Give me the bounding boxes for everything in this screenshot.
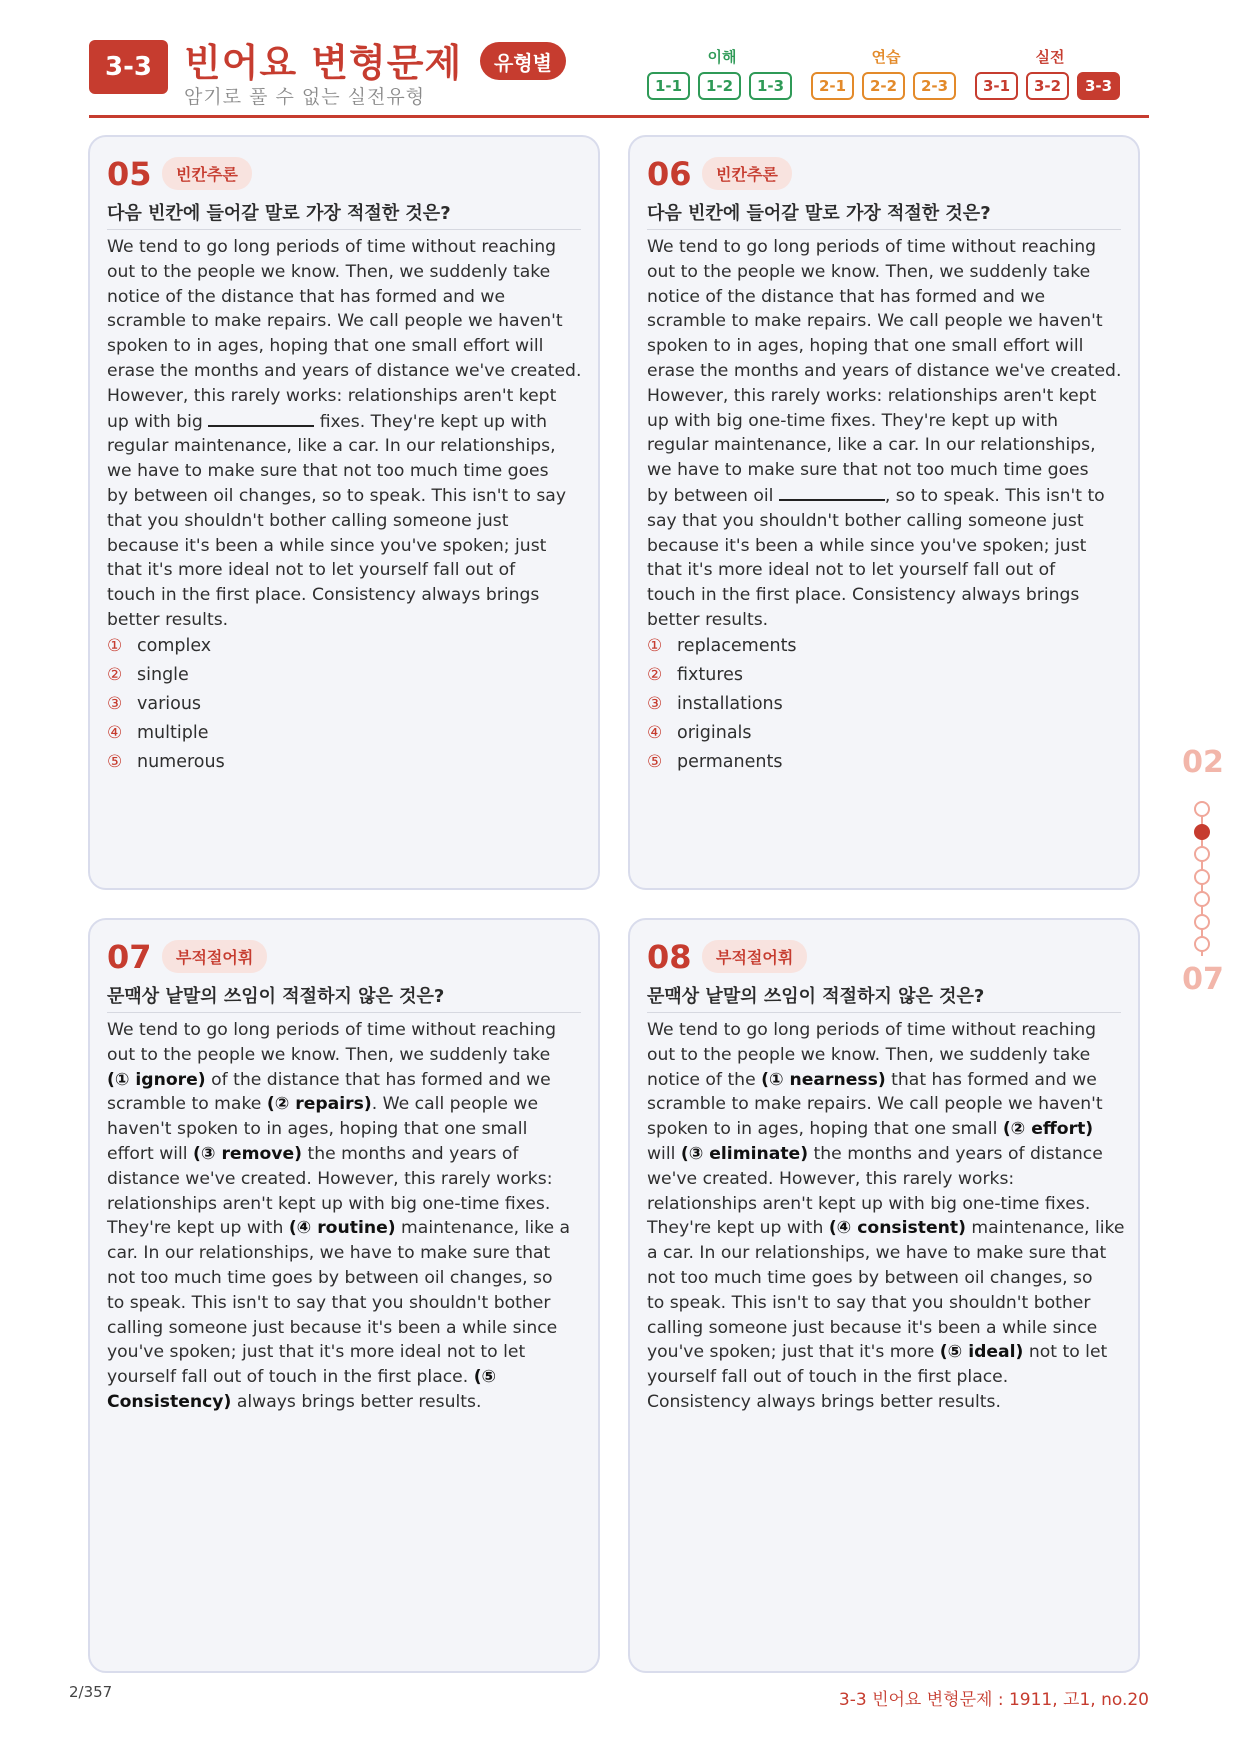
source-citation: 3-3 빈어요 변형문제 : 1911, 고1, no.20 — [838, 1690, 1149, 1710]
passage-line — [647, 1365, 1127, 1390]
passage-line — [107, 459, 587, 484]
passage-text: not too much time goes by between oil changes, so — [647, 1267, 1093, 1288]
passage-text: we have to make sure that not too much time goes — [647, 460, 1089, 481]
passage-text: you've spoken; just that it's more ideal not to let — [107, 1342, 526, 1363]
group-label-real: 실전 — [1035, 48, 1065, 66]
passage-text: that it's more ideal not to let yourself fall out of — [647, 560, 1056, 581]
passage-line — [647, 583, 1127, 608]
passage-text: calling someone just because it's been a while since — [647, 1317, 1098, 1338]
passage-text: up with big one-time fixes. They're kept up with — [647, 410, 1059, 431]
passage-text: erase the months and years of distance we've created. — [647, 360, 1122, 381]
passage-line — [107, 434, 587, 459]
passage-line — [647, 1241, 1127, 1266]
passage-text: regular maintenance, like a car. In our relationships, — [647, 435, 1096, 456]
type-badge: 유형별 — [480, 42, 566, 80]
nav-dot[interactable] — [1194, 869, 1210, 885]
question-prompt: 문맥상 낱말의 쓰임이 적절하지 않은 것은? — [647, 986, 985, 1007]
option-text: installations — [677, 693, 783, 714]
passage-text: a car. In our relationships, we have to make sure that — [647, 1243, 1107, 1264]
passage-text: because it's been a while since you've spoken; just — [647, 535, 1087, 556]
passage-line — [107, 359, 587, 384]
passage-line — [647, 1117, 1127, 1142]
passage-line — [647, 384, 1127, 409]
passage-line — [107, 1142, 587, 1167]
passage-text: always brings better results. — [231, 1391, 482, 1412]
level-button-2-1[interactable]: 2-1 — [811, 72, 854, 100]
passage-line — [107, 583, 587, 608]
passage-text: not too much time goes by between oil changes, so — [107, 1267, 553, 1288]
passage-line — [107, 534, 587, 559]
passage-text: to speak. This isn't to say that you shouldn't bother — [107, 1292, 551, 1313]
passage-line — [107, 1266, 587, 1291]
passage-text: maintenance, like a — [395, 1218, 571, 1239]
passage-line — [647, 260, 1127, 285]
option-text: permanents — [677, 751, 783, 772]
option-text: multiple — [137, 722, 209, 743]
option-text: fixtures — [677, 664, 744, 685]
answer-option[interactable] — [107, 660, 225, 689]
passage-text: by between oil — [647, 485, 779, 506]
underlined-word-option: (⑤ — [473, 1367, 497, 1388]
passage-line — [647, 1390, 1127, 1415]
passage-line — [647, 558, 1127, 583]
nav-dot[interactable] — [1194, 846, 1210, 862]
passage-line — [107, 1117, 587, 1142]
underlined-word-option: (⑤ ideal) — [939, 1342, 1024, 1363]
passage-line — [647, 1316, 1127, 1341]
answer-blank — [208, 409, 314, 427]
answer-option[interactable] — [107, 747, 225, 776]
passage-text: spoken to in ages, hoping that one small effort will — [107, 336, 544, 357]
passage-text: spoken to in ages, hoping that one small effort will — [647, 336, 1084, 357]
passage-text: that has formed and we — [885, 1069, 1097, 1090]
passage-line — [647, 458, 1127, 483]
passage-text: They're kept up with — [107, 1218, 289, 1239]
answer-blank — [779, 483, 885, 501]
passage-line — [647, 334, 1127, 359]
passage-line — [107, 1340, 587, 1365]
passage-line — [107, 1167, 587, 1192]
passage-line — [107, 1092, 587, 1117]
passage-line — [107, 409, 587, 435]
passage-line — [107, 260, 587, 285]
option-text: numerous — [137, 751, 225, 772]
answer-option[interactable] — [107, 631, 225, 660]
passage-text: We tend to go long periods of time without reaching — [647, 1020, 1097, 1040]
question-number: 07 — [107, 938, 152, 976]
passage-text: not to let — [1023, 1342, 1108, 1363]
level-button-2-3[interactable]: 2-3 — [913, 72, 956, 100]
passage-text: fixes. They're kept up with — [314, 411, 548, 432]
answer-option[interactable] — [647, 631, 797, 660]
option-number: ③ — [107, 693, 123, 714]
passage-line — [107, 1068, 587, 1093]
passage-line — [647, 483, 1127, 509]
passage-text: notice of the distance that has formed and we — [647, 286, 1046, 307]
nav-range-end: 07 — [1182, 962, 1224, 997]
passage-text: relationships aren't kept up with big one-time fixes. — [107, 1193, 551, 1214]
page-number: 2/357 — [69, 1683, 113, 1701]
question-type-tag: 부적절어휘 — [162, 940, 267, 973]
passage-line — [107, 334, 587, 359]
underlined-word-option: (① ignore) — [107, 1069, 206, 1090]
option-number: ⑤ — [647, 751, 663, 772]
prompt-divider — [647, 1012, 1121, 1013]
answer-option[interactable] — [647, 689, 797, 718]
passage-line — [107, 558, 587, 583]
passage-line — [647, 1068, 1127, 1093]
prompt-divider — [647, 229, 1121, 230]
passage-text: of the distance that has formed and we — [205, 1069, 551, 1090]
passage-text: because it's been a while since you've spoken; just — [107, 535, 547, 556]
passage-text: better results. — [107, 609, 229, 630]
passage-text: will — [647, 1143, 681, 1164]
passage-text: better results. — [647, 609, 769, 630]
question-type-tag: 빈칸추론 — [702, 157, 792, 190]
passage-line — [107, 608, 587, 633]
underlined-word-option: (③ remove) — [193, 1143, 303, 1164]
underlined-word-option: (② repairs) — [266, 1094, 372, 1115]
passage — [107, 235, 587, 633]
nav-dot[interactable] — [1194, 891, 1210, 907]
passage-line — [107, 1365, 587, 1390]
passage — [647, 1018, 1127, 1415]
passage-text: out to the people we know. Then, we suddenly take — [107, 1044, 551, 1065]
level-button-2-2[interactable]: 2-2 — [862, 72, 905, 100]
answer-option[interactable] — [107, 689, 225, 718]
level-button-3-1[interactable]: 3-1 — [975, 72, 1018, 100]
option-number: ② — [647, 664, 663, 685]
passage-line — [647, 359, 1127, 384]
passage-text: scramble to make repairs. We call people we haven't — [647, 1094, 1103, 1115]
passage-line — [647, 1167, 1127, 1192]
group-label-understand: 이해 — [707, 48, 737, 66]
passage-text: distance we've created. However, this rarely works: — [107, 1168, 553, 1189]
passage-text: to speak. This isn't to say that you shouldn't bother — [647, 1292, 1091, 1313]
passage-line — [647, 433, 1127, 458]
answer-option[interactable] — [647, 718, 797, 747]
answer-option[interactable] — [107, 718, 225, 747]
question-prompt: 다음 빈칸에 들어갈 말로 가장 적절한 것은? — [647, 203, 991, 224]
level-button-1-1[interactable]: 1-1 — [647, 72, 690, 100]
option-text: originals — [677, 722, 752, 743]
passage-line — [107, 1216, 587, 1241]
passage-line — [107, 285, 587, 310]
passage-line — [107, 484, 587, 509]
passage-text: touch in the first place. Consistency always brings — [107, 585, 540, 606]
passage-line — [107, 1390, 587, 1415]
group-label-practice: 연습 — [871, 48, 901, 66]
passage-line — [647, 509, 1127, 534]
passage-line — [647, 1142, 1127, 1167]
question-type-tag: 빈칸추론 — [162, 157, 252, 190]
passage-text: the months and years of — [302, 1143, 519, 1164]
passage-text: yourself fall out of touch in the first place. — [107, 1367, 474, 1388]
underlined-word-option: Consistency) — [107, 1391, 232, 1412]
underlined-word-option: (③ eliminate) — [680, 1143, 809, 1164]
passage-line — [647, 1216, 1127, 1241]
passage-text: yourself fall out of touch in the first place. — [647, 1367, 1009, 1388]
passage-line — [647, 1043, 1127, 1068]
passage — [647, 235, 1127, 633]
passage-text: . We call people we — [371, 1094, 539, 1115]
passage-text: However, this rarely works: relationships aren't kept — [647, 385, 1097, 406]
passage-text: They're kept up with — [647, 1218, 829, 1239]
header-divider — [89, 115, 1149, 118]
passage-text: We tend to go long periods of time without reaching — [647, 237, 1097, 257]
passage-text: However, this rarely works: relationships aren't kept — [107, 385, 557, 406]
passage-line — [647, 409, 1127, 434]
passage-text: up with big — [107, 411, 209, 432]
passage-line — [647, 534, 1127, 559]
passage-text: the months and years of distance — [808, 1143, 1103, 1164]
passage-text: scramble to make repairs. We call people we haven't — [647, 311, 1103, 332]
nav-dot[interactable] — [1194, 801, 1210, 817]
nav-dot[interactable] — [1194, 936, 1210, 952]
passage-text: notice of the — [647, 1069, 762, 1090]
passage-text: by between oil changes, so to speak. This isn't to say — [107, 485, 567, 506]
passage-text: that you shouldn't bother calling someone just — [107, 510, 509, 531]
option-number: ① — [647, 635, 663, 656]
passage-line — [647, 1092, 1127, 1117]
passage-text: haven't spoken to in ages, hoping that one small — [107, 1119, 528, 1140]
underlined-word-option: (② effort) — [1002, 1119, 1094, 1140]
question-prompt: 다음 빈칸에 들어갈 말로 가장 적절한 것은? — [107, 203, 451, 224]
passage-line — [647, 1192, 1127, 1217]
section-badge: 3-3 — [89, 40, 168, 94]
passage-text: relationships aren't kept up with big one-time fixes. — [647, 1193, 1091, 1214]
passage-text: out to the people we know. Then, we suddenly take — [647, 261, 1091, 282]
passage-line — [107, 1192, 587, 1217]
question-prompt: 문맥상 낱말의 쓰임이 적절하지 않은 것은? — [107, 986, 445, 1007]
level-button-1-3[interactable]: 1-3 — [749, 72, 792, 100]
passage-line — [647, 1340, 1127, 1365]
passage-line — [107, 1291, 587, 1316]
passage-text: you've spoken; just that it's more — [647, 1342, 940, 1363]
passage-text: spoken to in ages, hoping that one small — [647, 1119, 1003, 1140]
passage-line — [107, 309, 587, 334]
passage-line — [107, 235, 587, 260]
passage-line — [647, 285, 1127, 310]
passage-line — [107, 1018, 587, 1043]
passage-text: effort will — [107, 1143, 194, 1164]
passage-text: calling someone just because it's been a while since — [107, 1317, 558, 1338]
level-button-3-2[interactable]: 3-2 — [1026, 72, 1069, 100]
option-number: ④ — [107, 722, 123, 743]
passage-line — [647, 235, 1127, 260]
prompt-divider — [107, 1012, 581, 1013]
passage-text: notice of the distance that has formed and we — [107, 286, 506, 307]
option-number: ⑤ — [107, 751, 123, 772]
passage-line — [647, 309, 1127, 334]
passage-text: we have to make sure that not too much time goes — [107, 461, 549, 482]
option-text: single — [137, 664, 189, 685]
question-number: 05 — [107, 155, 152, 193]
passage-text: that it's more ideal not to let yourself fall out of — [107, 560, 516, 581]
passage-text: out to the people we know. Then, we suddenly take — [107, 261, 551, 282]
passage-line — [647, 1266, 1127, 1291]
passage-line — [107, 1043, 587, 1068]
passage-line — [107, 1316, 587, 1341]
option-text: various — [137, 693, 202, 714]
nav-dot[interactable] — [1194, 914, 1210, 930]
passage-text: erase the months and years of distance we've created. — [107, 360, 582, 381]
passage-text: touch in the first place. Consistency always brings — [647, 585, 1080, 606]
underlined-word-option: (① nearness) — [761, 1069, 886, 1090]
answer-options — [107, 631, 225, 776]
passage-text: Consistency always brings better results. — [647, 1391, 1001, 1412]
passage-line — [107, 509, 587, 534]
passage-text: we've created. However, this rarely works: — [647, 1168, 1015, 1189]
page-title: 빈어요 변형문제 — [184, 41, 463, 85]
passage-line — [647, 1291, 1127, 1316]
option-number: ② — [107, 664, 123, 685]
passage-text: maintenance, like — [965, 1218, 1125, 1239]
answer-option[interactable] — [647, 660, 797, 689]
passage-text: say that you shouldn't bother calling someone just — [647, 510, 1084, 531]
option-text: replacements — [677, 635, 797, 656]
passage-line — [107, 1241, 587, 1266]
passage-line — [647, 1018, 1127, 1043]
answer-option[interactable] — [647, 747, 797, 776]
level-button-1-2[interactable]: 1-2 — [698, 72, 741, 100]
prompt-divider — [107, 229, 581, 230]
passage-line — [107, 384, 587, 409]
question-number: 06 — [647, 155, 692, 193]
passage-line — [647, 608, 1127, 633]
underlined-word-option: (④ consistent) — [828, 1218, 966, 1239]
option-number: ④ — [647, 722, 663, 743]
nav-dot[interactable] — [1194, 824, 1210, 840]
page-subtitle: 암기로 풀 수 없는 실전유형 — [184, 86, 426, 108]
passage-text: regular maintenance, like a car. In our relationships, — [107, 436, 556, 457]
question-number: 08 — [647, 938, 692, 976]
passage-text: scramble to make — [107, 1094, 267, 1115]
option-text: complex — [137, 635, 212, 656]
answer-options — [647, 631, 797, 776]
passage-text: scramble to make repairs. We call people we haven't — [107, 311, 563, 332]
option-number: ③ — [647, 693, 663, 714]
nav-range-start: 02 — [1182, 745, 1224, 780]
passage-text: We tend to go long periods of time without reaching — [107, 1020, 557, 1040]
question-type-tag: 부적절어휘 — [702, 940, 807, 973]
passage-text: , so to speak. This isn't to — [884, 485, 1105, 506]
passage — [107, 1018, 587, 1415]
option-number: ① — [107, 635, 123, 656]
level-button-3-3[interactable]: 3-3 — [1077, 72, 1120, 100]
passage-text: out to the people we know. Then, we suddenly take — [647, 1044, 1091, 1065]
underlined-word-option: (④ routine) — [288, 1218, 396, 1239]
passage-text: We tend to go long periods of time without reaching — [107, 237, 557, 257]
passage-text: car. In our relationships, we have to make sure that — [107, 1243, 551, 1264]
